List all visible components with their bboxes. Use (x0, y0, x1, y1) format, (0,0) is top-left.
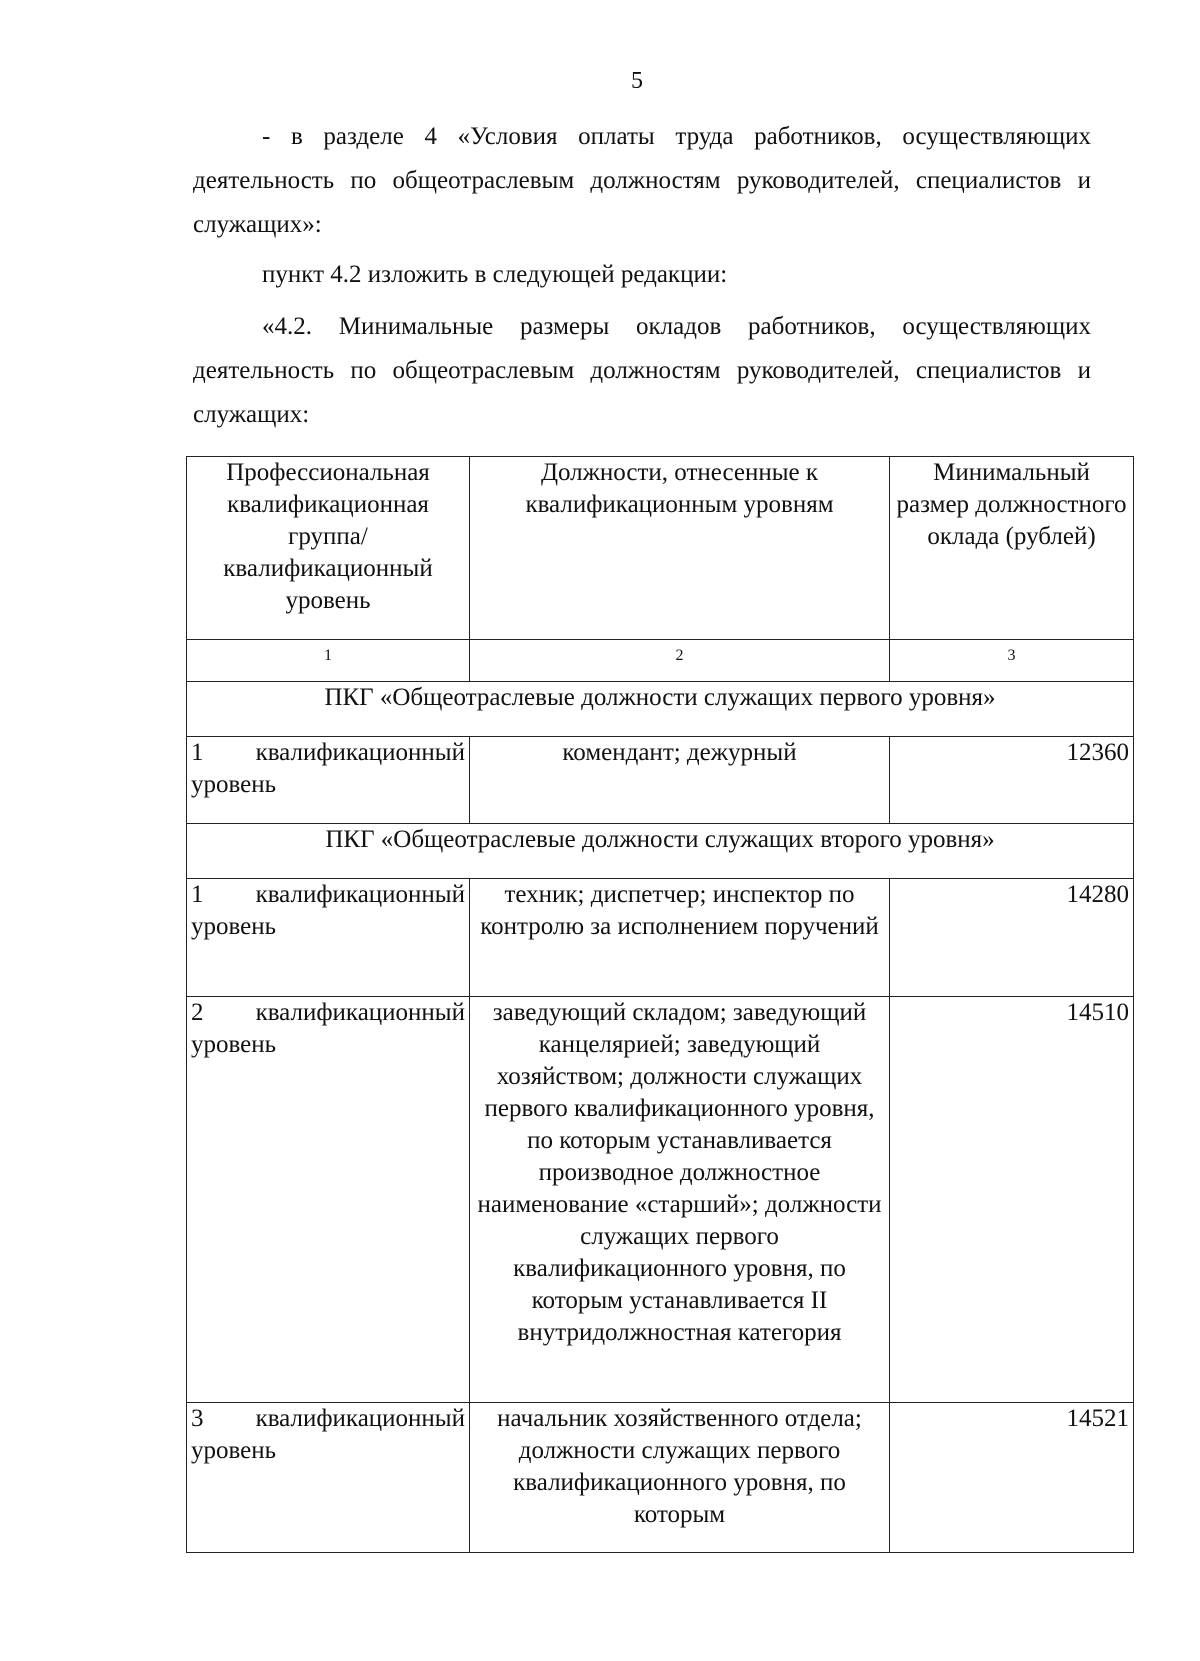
paragraph-section-4: - в разделе 4 «Условия оплаты труда работников, осуществляющих деятельность по общеотраслевым должностям руководителей, специалистов и служащих»: (193, 123, 1091, 238)
level-cell: 2 квалификационный уровень (187, 997, 470, 1403)
column-number-row (187, 640, 1134, 682)
salary-table (186, 456, 1134, 1553)
salary-cell: 14510 (890, 997, 1134, 1403)
table-row (187, 879, 1134, 997)
intro-paragraph (193, 115, 1091, 247)
level-cell: 3 квалификационный уровень (187, 1403, 470, 1553)
level-cell: 1 квалификационный уровень (187, 737, 470, 824)
column-number: 3 (890, 640, 1134, 682)
group-title: ПКГ «Общеотраслевые должности служащих первого уровня» (187, 682, 1134, 737)
paragraph-clause-4-2-instruction: пункт 4.2 изложить в следующей редакции: (262, 261, 728, 288)
column-number: 1 (187, 640, 470, 682)
table-row (187, 1403, 1134, 1553)
instruction-paragraph (193, 253, 1091, 297)
positions-cell: техник; диспетчер; инспектор по контролю за исполнением поручений (470, 879, 890, 997)
positions-cell: комендант; дежурный (470, 737, 890, 824)
salary-cell: 14280 (890, 879, 1134, 997)
level-cell: 1 квалификационный уровень (187, 879, 470, 997)
group-title: ПКГ «Общеотраслевые должности служащих второго уровня» (187, 824, 1134, 879)
salary-cell: 14521 (890, 1403, 1134, 1553)
group-title-row (187, 824, 1134, 879)
clause-paragraph (193, 305, 1091, 437)
table-row (187, 997, 1134, 1403)
positions-cell: заведующий складом; заведующий канцелярией; заведующий хозяйством; должности служащих первого квалификационного уровня, по которым устанавливается производное должностное наименование «старший»; должности служащих первого квалификационного уровня, по которым устанавливается II внутридолжностная категория (470, 997, 890, 1403)
header-group-level: Профессиональная квалификационная группа/ квалификационный уровень (187, 457, 470, 640)
salary-cell: 12360 (890, 737, 1134, 824)
paragraph-clause-4-2-text: «4.2. Минимальные размеры окладов работников, осуществляющих деятельность по общеотраслевым должностям руководителей, специалистов и служащих: (193, 313, 1091, 428)
header-salary: Минимальный размер должностного оклада (рублей) (890, 457, 1134, 640)
page-number: 5 (631, 68, 643, 94)
table-row (187, 737, 1134, 824)
header-positions: Должности, отнесенные к квалификационным уровням (470, 457, 890, 640)
positions-cell: начальник хозяйственного отдела; должности служащих первого квалификационного уровня, по которым (470, 1403, 890, 1553)
group-title-row (187, 682, 1134, 737)
column-number: 2 (470, 640, 890, 682)
table-header-row (187, 457, 1134, 640)
